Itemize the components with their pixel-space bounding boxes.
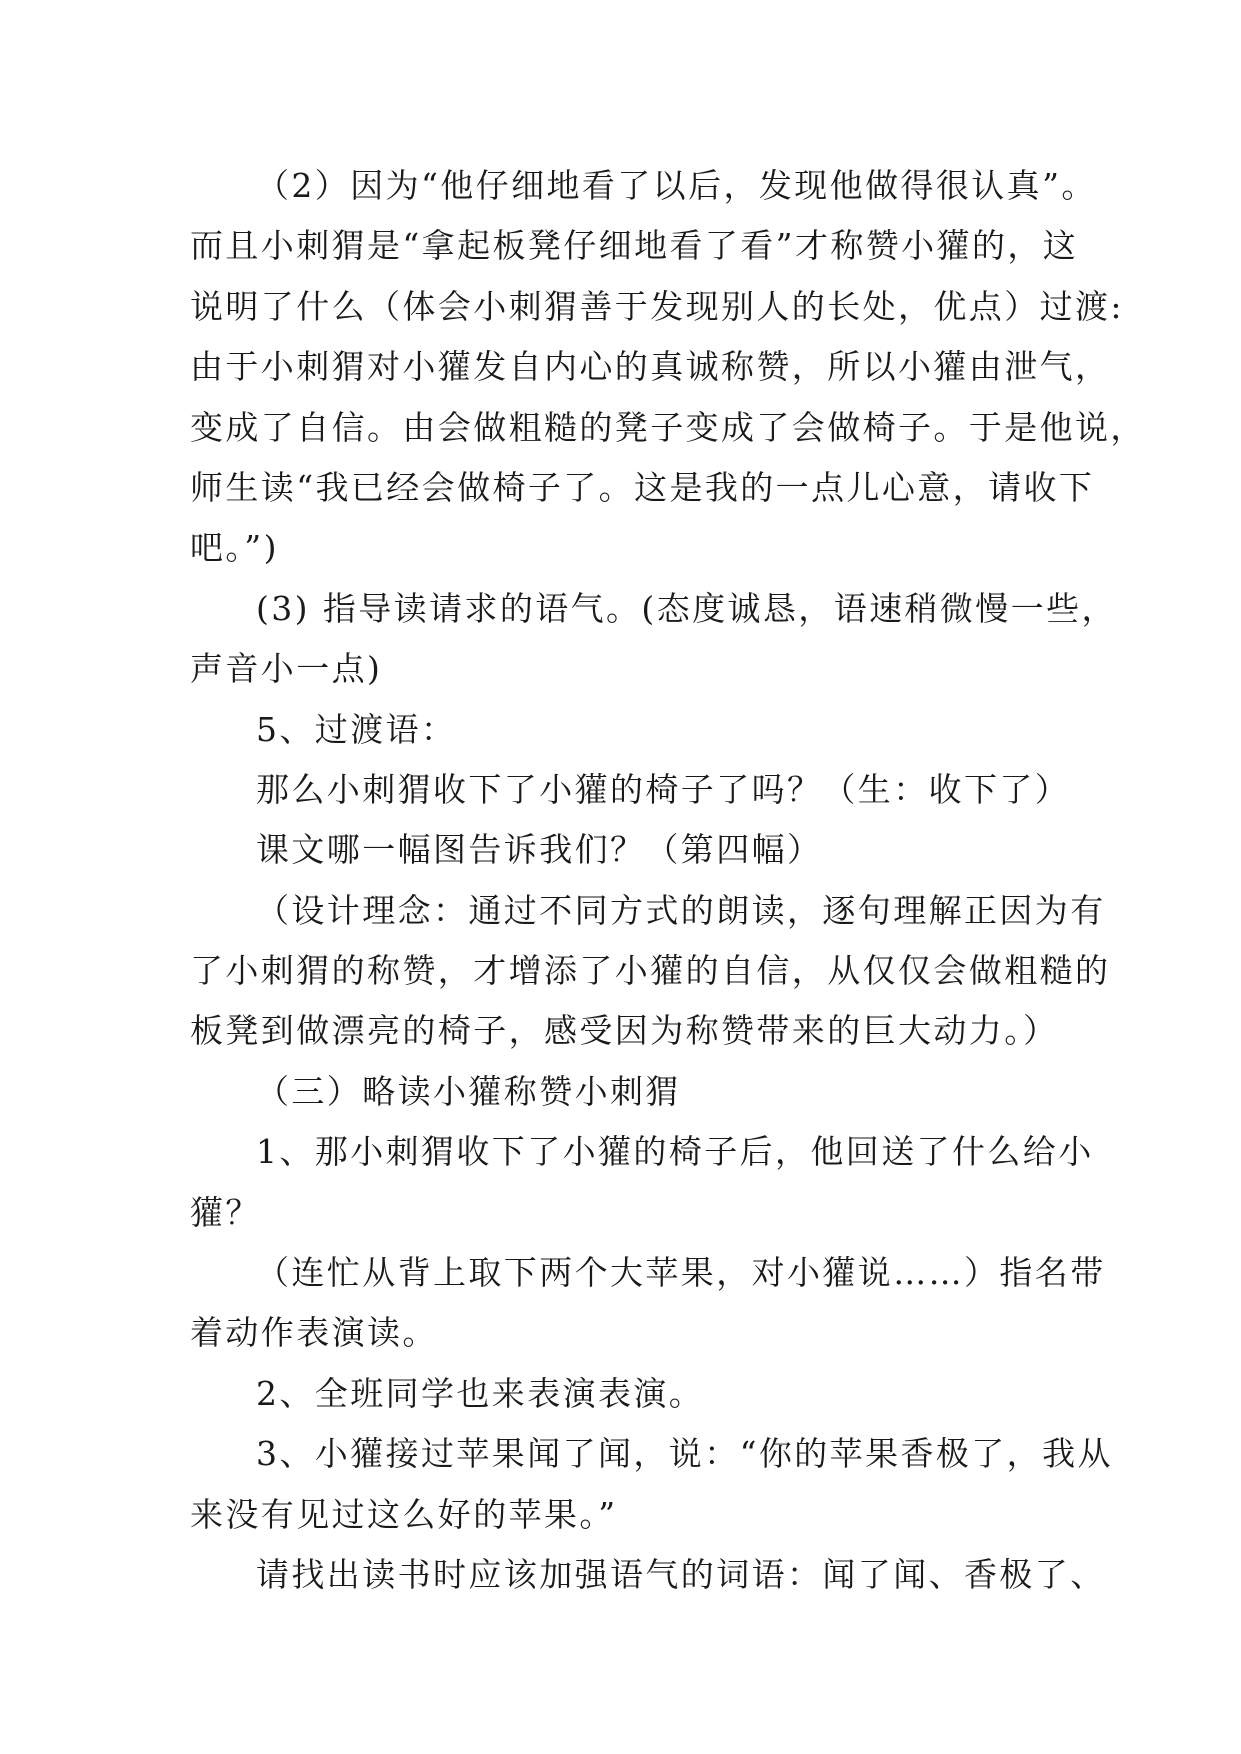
text-line: 说明了什么（体会小刺猬善于发现别人的长处，优点）过渡:: [190, 286, 1124, 326]
text-line: 了小刺猬的称赞，才增添了小獾的自信，从仅仅会做粗糙的: [190, 951, 1111, 991]
text-line: （三）略读小獾称赞小刺猬: [256, 1071, 681, 1111]
text-line: （连忙从背上取下两个大苹果，对小獾说……）指名带: [256, 1253, 1106, 1293]
text-line: (3) 指导读请求的语气。(态度诚恳，语速稍微慢一些，: [256, 588, 1117, 628]
text-line: （设计理念：通过不同方式的朗读，逐句理解正因为有: [256, 890, 1106, 930]
document-body: [190, 156, 1146, 1605]
text-line: 由于小刺猬对小獾发自内心的真诚称赞，所以小獾由泄气，: [190, 347, 1111, 387]
text-line: 獾？: [190, 1192, 261, 1232]
text-line: 课文哪一幅图告诉我们？（第四幅）: [256, 830, 823, 870]
text-line: 2、全班同学也来表演表演。: [256, 1373, 705, 1413]
text-line: （2）因为“他仔细地看了以后，发现他做得很认真”。: [256, 166, 1097, 205]
text-line: 3、小獾接过苹果闻了闻，说：“你的苹果香极了，我从: [256, 1434, 1113, 1474]
text-line: 着动作表演读。: [190, 1313, 438, 1353]
text-line: 1、那小刺猬收下了小獾的椅子后，他回送了什么给小: [256, 1132, 1094, 1172]
text-line: 吧。”): [190, 528, 279, 568]
text-line: 师生读“我已经会做椅子了。这是我的一点儿心意，请收下: [190, 467, 1095, 507]
text-line: 请找出读书时应该加强语气的词语：闻了闻、香极了、: [256, 1554, 1106, 1594]
text-line: 而且小刺猬是“拿起板凳仔细地看了看”才称赞小獾的，这: [190, 226, 1079, 266]
text-line: 5、过渡语：: [256, 709, 457, 749]
text-line: 板凳到做漂亮的椅子，感受因为称赞带来的巨大动力。）: [190, 1011, 1059, 1051]
text-line: 声音小一点): [190, 649, 383, 689]
text-line: 变成了自信。由会做粗糙的凳子变成了会做椅子。于是他说，: [190, 407, 1146, 447]
text-line: 那么小刺猬收下了小獾的椅子了吗？（生：收下了）: [256, 769, 1071, 809]
text-line: 来没有见过这么好的苹果。”: [190, 1494, 618, 1534]
